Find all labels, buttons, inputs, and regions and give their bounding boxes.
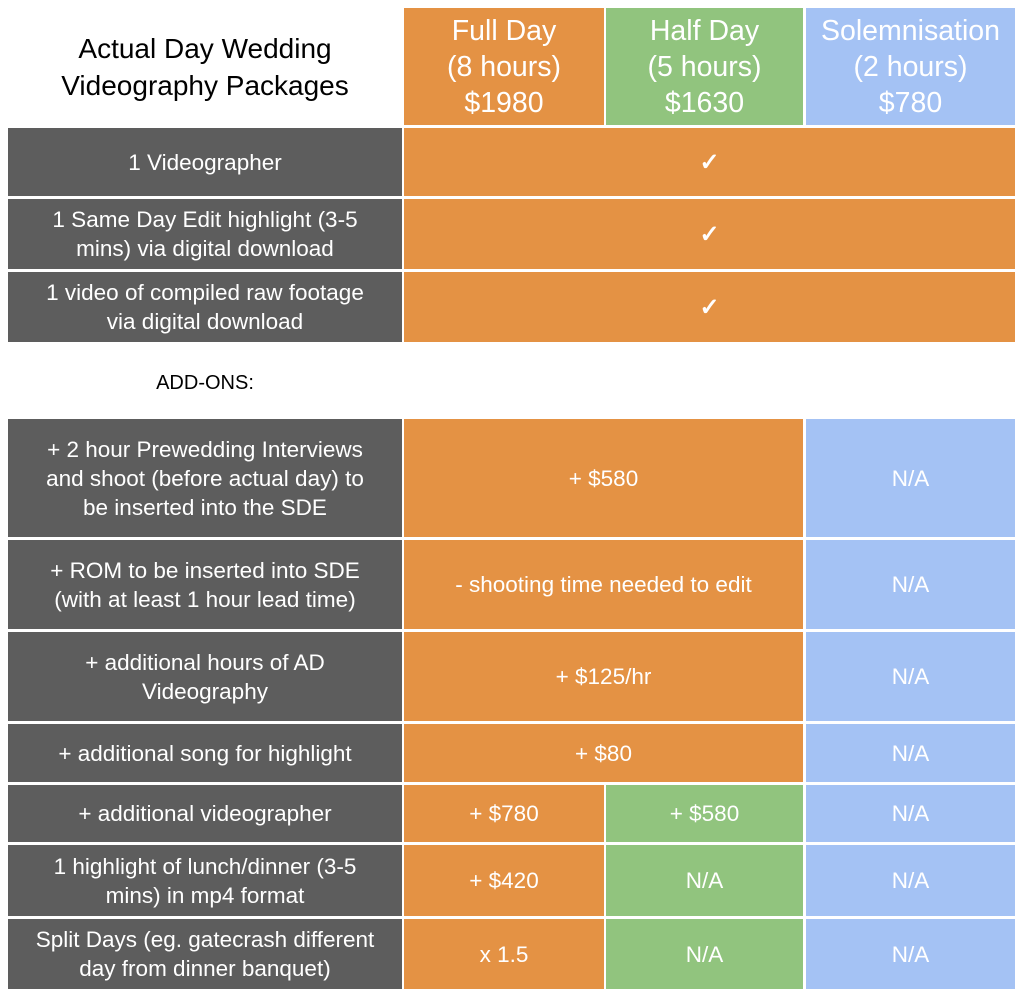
package-duration: (8 hours) — [446, 50, 562, 83]
package-duration: (2 hours) — [853, 50, 968, 83]
included-check-icon: ✓ — [404, 128, 1015, 196]
included-label-raw-footage: 1 video of compiled raw footage via digital download — [8, 272, 402, 342]
addons-heading: ADD-ONS: — [156, 371, 254, 394]
addon-price-full-half: + $80 — [404, 724, 803, 782]
addon-label-additional-song: + additional song for highlight — [8, 724, 402, 782]
addon-label-lunch-dinner-highlight: 1 highlight of lunch/dinner (3-5 mins) in mp4 format — [8, 845, 402, 916]
included-check-icon: ✓ — [404, 199, 1015, 269]
addon-price-full-half: - shooting time needed to edit — [404, 540, 803, 629]
addon-label-split-days: Split Days (eg. gatecrash different day from dinner banquet) — [8, 919, 402, 989]
addon-price-half-day: N/A — [606, 919, 803, 989]
addon-price-half-day: N/A — [606, 845, 803, 916]
package-price: $1980 — [464, 86, 544, 119]
package-name: Half Day — [649, 14, 760, 47]
package-name: Solemnisation — [820, 14, 1000, 47]
included-check-icon: ✓ — [404, 272, 1015, 342]
package-duration: (5 hours) — [647, 50, 762, 83]
addon-price-solemnisation: N/A — [806, 845, 1015, 916]
addon-price-solemnisation: N/A — [806, 724, 1015, 782]
package-price: $780 — [878, 86, 943, 119]
package-price: $1630 — [664, 86, 745, 119]
addon-label-prewedding: + 2 hour Prewedding Interviews and shoot (before actual day) to be inserted into the SDE — [8, 419, 402, 537]
package-header-solemnisation — [806, 8, 1015, 125]
addon-price-solemnisation: N/A — [806, 785, 1015, 842]
addon-price-full-half: + $125/hr — [404, 632, 803, 721]
included-label-same-day-edit: 1 Same Day Edit highlight (3-5 mins) via digital download — [8, 199, 402, 269]
addon-label-additional-hours: + additional hours of AD Videography — [8, 632, 402, 721]
addon-price-solemnisation: N/A — [806, 540, 1015, 629]
addon-price-solemnisation: N/A — [806, 419, 1015, 537]
addon-price-solemnisation: N/A — [806, 632, 1015, 721]
addon-price-full-day: + $780 — [404, 785, 604, 842]
addon-price-full-day: x 1.5 — [404, 919, 604, 989]
addon-price-full-day: + $420 — [404, 845, 604, 916]
addon-label-rom: + ROM to be inserted into SDE (with at least 1 hour lead time) — [8, 540, 402, 629]
addon-price-full-half: + $580 — [404, 419, 803, 537]
page-title: Actual Day Wedding Videography Packages — [61, 32, 349, 101]
addon-price-half-day: + $580 — [606, 785, 803, 842]
addon-price-solemnisation: N/A — [806, 919, 1015, 989]
package-header-half-day — [606, 8, 803, 125]
package-header-full-day — [404, 8, 604, 125]
package-name: Full Day — [451, 14, 557, 47]
addon-label-additional-videographer: + additional videographer — [8, 785, 402, 842]
included-label-videographer: 1 Videographer — [8, 128, 402, 196]
